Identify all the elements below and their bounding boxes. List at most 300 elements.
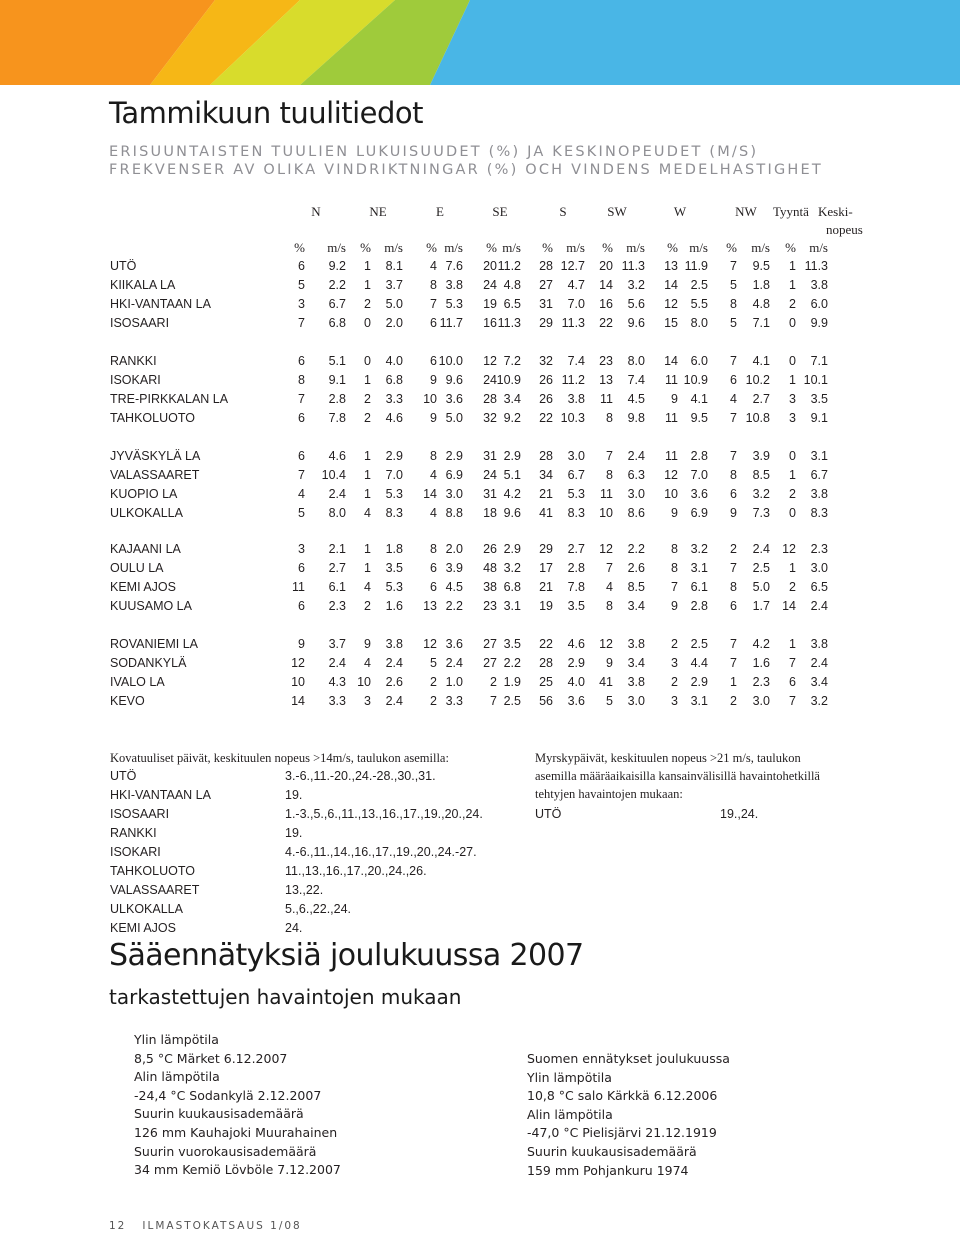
table-cell: 3.6 [445,637,463,651]
table-cell: 3.5 [385,561,403,575]
table-cell: 1.6 [752,656,770,670]
table-cell: 8 [671,561,678,575]
table-cell: 22 [539,411,553,425]
table-cell: 2.9 [690,675,708,689]
unit-ms: m/s [689,240,708,255]
table-cell: 1 [789,259,796,273]
table-cell: 7.3 [752,506,770,520]
table-cell: 20 [599,259,613,273]
table-cell: 7 [789,694,796,708]
table-cell: 6.7 [810,468,828,482]
table-cell: 14 [782,599,796,613]
table-cell: 6 [298,354,305,368]
storm-dates: 11.,13.,16.,17.,20.,24.,26. [285,864,427,878]
table-cell: 6 [730,373,737,387]
table-cell: 2 [730,694,737,708]
table-cell: 48 [483,561,497,575]
table-cell: 2 [789,580,796,594]
table-cell: 0 [789,354,796,368]
table-cell: 10.3 [560,411,585,425]
station-name: ULKOKALLA [110,506,183,520]
table-cell: 7.2 [503,354,521,368]
table-cell: 9.6 [503,506,521,520]
table-cell: 8 [430,449,437,463]
table-cell: 0 [364,316,371,330]
table-cell: 21 [539,580,553,594]
station-name: ROVANIEMI LA [110,637,198,651]
table-cell: 2.9 [445,449,463,463]
station-name: KEMI AJOS [110,580,176,594]
table-cell: 4.8 [752,297,770,311]
table-cell: 2.2 [627,542,645,556]
table-cell: 6 [298,599,305,613]
station-name: RANKKI [110,354,157,368]
storm-dates: 3.-6.,11.-20.,24.-28.,30.,31. [285,769,436,783]
table-cell: 9 [430,373,437,387]
table-cell: 2.2 [503,656,521,670]
table-cell: 0 [789,506,796,520]
table-cell: 2.0 [385,316,403,330]
table-cell: 6.3 [627,468,645,482]
table-cell: 11.7 [439,316,463,330]
record-right-line: Ylin lämpötila [527,1069,612,1085]
table-cell: 4 [298,487,305,501]
table-cell: 7 [298,468,305,482]
table-cell: 7 [789,656,796,670]
table-cell: 3.6 [690,487,708,501]
table-cell: 3.3 [445,694,463,708]
table-cell: 2 [789,297,796,311]
table-cell: 3.0 [627,694,645,708]
direction-header: SE [492,204,508,219]
table-cell: 7 [730,354,737,368]
table-cell: 5.5 [690,297,708,311]
table-cell: 6.8 [328,316,346,330]
table-cell: 9 [298,637,305,651]
table-cell: 14 [664,278,678,292]
station-name: TRE-PIRKKALAN LA [110,392,229,406]
record-left-line: -24,4 °C Sodankylä 2.12.2007 [134,1087,322,1103]
unit-percent: % [426,240,437,255]
table-cell: 20 [483,259,497,273]
table-cell: 6.7 [328,297,346,311]
table-cell: 7 [730,259,737,273]
table-cell: 2 [364,392,371,406]
table-cell: 4.8 [503,278,521,292]
calm-header: Tyyntä [773,204,809,219]
table-cell: 9.6 [445,373,463,387]
table-cell: 7.0 [385,468,403,482]
table-cell: 3.1 [810,449,828,463]
table-cell: 6.5 [503,297,521,311]
table-cell: 24 [483,278,497,292]
table-cell: 2.1 [328,542,346,556]
table-cell: 2.4 [627,449,645,463]
station-name: ISOKARI [110,373,161,387]
table-cell: 2 [430,675,437,689]
table-cell: 6.8 [503,580,521,594]
table-cell: 6.9 [690,506,708,520]
table-cell: 27 [483,637,497,651]
table-cell: 12 [599,637,613,651]
table-cell: 6.9 [445,468,463,482]
table-cell: 4.5 [627,392,645,406]
table-cell: 7.6 [445,259,463,273]
table-cell: 2.5 [503,694,521,708]
storm-dates: 13.,22. [285,883,324,897]
table-cell: 8.8 [445,506,463,520]
table-cell: 2.3 [328,599,346,613]
table-cell: 56 [539,694,553,708]
table-cell: 24 [483,373,497,387]
table-cell: 3.1 [690,694,708,708]
table-cell: 8.6 [627,506,645,520]
unit-percent: % [486,240,497,255]
table-cell: 16 [483,316,497,330]
table-cell: 12 [483,354,497,368]
table-cell: 7 [730,449,737,463]
table-cell: 2 [364,297,371,311]
table-cell: 4 [606,580,613,594]
station-name: SODANKYLÄ [110,656,187,670]
table-cell: 22 [539,637,553,651]
table-cell: 1 [364,468,371,482]
table-cell: 12 [664,468,678,482]
table-cell: 6 [430,354,437,368]
table-cell: 4 [430,259,437,273]
subtitle-swedish: FREKVENSER AV OLIKA VINDRIKTNINGAR (%) OCH VINDENS MEDELHASTIGHET [109,162,823,178]
station-name: KIIKALA LA [110,278,176,292]
table-cell: 1 [364,259,371,273]
unit-ms: m/s [809,240,828,255]
table-cell: 8 [430,278,437,292]
gale-days-heading-2: asemilla määräaikaisilla kansainvälisillä havaintohetkillä [535,769,820,783]
table-cell: 25 [539,675,553,689]
direction-header: E [436,204,444,219]
table-cell: 3.3 [328,694,346,708]
table-cell: 5 [298,278,305,292]
table-cell: 6.5 [810,580,828,594]
table-cell: 29 [539,542,553,556]
table-cell: 2.4 [385,694,403,708]
table-cell: 9.8 [627,411,645,425]
station-name: ISOSAARI [110,316,170,330]
table-cell: 2.3 [810,542,828,556]
table-cell: 3.4 [627,656,645,670]
table-cell: 12 [782,542,796,556]
table-cell: 2.5 [752,561,770,575]
speed-header: Keski- [818,204,853,219]
record-left-line: 126 mm Kauhajoki Muurahainen [134,1125,338,1140]
table-cell: 3.8 [627,675,645,689]
table-cell: 8 [730,297,737,311]
table-cell: 4.5 [445,580,463,594]
unit-percent: % [667,240,678,255]
table-cell: 2.4 [328,487,346,501]
record-right-line: 159 mm Pohjankuru 1974 [527,1162,689,1178]
table-cell: 2.9 [567,656,585,670]
table-cell: 5 [606,694,613,708]
table-cell: 2.5 [690,637,708,651]
table-cell: 9 [606,656,613,670]
table-cell: 4.0 [385,354,403,368]
table-cell: 2.7 [752,392,770,406]
record-right-line: -47,0 °C Pielisjärvi 21.12.1919 [527,1125,717,1141]
table-cell: 7 [606,449,613,463]
table-cell: 4.1 [752,354,770,368]
table-cell: 11 [665,373,678,387]
table-cell: 8.1 [385,259,403,273]
table-cell: 6 [298,259,305,273]
table-cell: 11.3 [497,316,521,330]
storm-station: TAHKOLUOTO [110,864,195,878]
table-cell: 3 [789,392,796,406]
table-cell: 6.8 [385,373,403,387]
table-cell: 32 [483,411,497,425]
table-cell: 5.3 [385,487,403,501]
speed-header-2: nopeus [826,222,863,237]
table-cell: 8.0 [627,354,645,368]
station-name: KEVO [110,694,145,708]
table-cell: 4.1 [690,392,708,406]
table-cell: 8.3 [567,506,585,520]
table-cell: 10.9 [496,373,521,387]
table-cell: 1 [364,373,371,387]
table-cell: 6 [298,449,305,463]
table-cell: 3.8 [385,637,403,651]
table-cell: 7.8 [328,411,346,425]
table-cell: 3.5 [503,637,521,651]
table-cell: 5.0 [385,297,403,311]
table-cell: 2.9 [385,449,403,463]
table-cell: 9 [730,506,737,520]
table-cell: 3 [671,694,678,708]
storm-station: HKI-VANTAAN LA [110,788,211,802]
table-cell: 7.1 [810,354,828,368]
table-cell: 2 [430,694,437,708]
station-name: VALASSAARET [110,468,200,482]
table-cell: 10 [423,392,437,406]
page-footer [109,1220,302,1232]
table-cell: 4.2 [752,637,770,651]
table-cell: 4.7 [567,278,585,292]
table-cell: 6 [789,675,796,689]
table-cell: 11.3 [804,259,828,273]
table-cell: 8 [730,580,737,594]
unit-percent: % [360,240,371,255]
storm-dates: 4.-6.,11.,14.,16.,17.,19.,20.,24.-27. [285,845,477,859]
table-cell: 14 [423,487,437,501]
table-cell: 9.5 [752,259,770,273]
table-cell: 1 [364,449,371,463]
table-cell: 3.4 [503,392,521,406]
direction-header: W [673,204,687,219]
unit-ms: m/s [751,240,770,255]
record-right-line: Suomen ennätykset joulukuussa [527,1051,730,1066]
table-cell: 9 [671,392,678,406]
table-cell: 8.5 [627,580,645,594]
table-cell: 9.1 [810,411,828,425]
table-cell: 3.8 [810,637,828,651]
table-cell: 17 [539,561,553,575]
table-cell: 1 [789,373,796,387]
table-cell: 2 [364,599,371,613]
table-cell: 3 [298,542,305,556]
table-cell: 8 [298,373,305,387]
banner-stripe-blue [430,0,960,85]
table-cell: 11 [292,580,305,594]
table-cell: 2 [730,542,737,556]
table-cell: 13 [423,599,437,613]
station-name: OULU LA [110,561,164,575]
table-cell: 27 [483,656,497,670]
table-cell: 26 [539,392,553,406]
table-cell: 14 [664,354,678,368]
unit-ms: m/s [384,240,403,255]
table-cell: 3.1 [503,599,521,613]
table-cell: 3.8 [810,278,828,292]
table-cell: 10 [291,675,305,689]
table-cell: 3.6 [445,392,463,406]
table-cell: 3.6 [567,694,585,708]
table-cell: 7 [730,637,737,651]
unit-percent: % [602,240,613,255]
table-cell: 2.7 [567,542,585,556]
storm-dates: 19. [285,788,303,802]
table-cell: 18 [483,506,497,520]
table-cell: 4 [364,656,371,670]
table-cell: 1 [364,561,371,575]
table-cell: 9.6 [627,316,645,330]
storm-station: KEMI AJOS [110,921,176,935]
table-cell: 4 [430,468,437,482]
table-cell: 5.0 [445,411,463,425]
table-cell: 2.5 [690,278,708,292]
table-cell: 6 [298,561,305,575]
gale-days-heading-1: Myrskypäivät, keskituulen nopeus >21 m/s, taulukon [535,751,801,765]
table-cell: 9 [671,599,678,613]
station-name: KUOPIO LA [110,487,178,501]
direction-header: NE [369,204,387,219]
unit-percent: % [726,240,737,255]
table-cell: 3.8 [567,392,585,406]
table-cell: 7 [730,561,737,575]
table-cell: 2.4 [445,656,463,670]
table-cell: 3.9 [752,449,770,463]
direction-header: NW [735,204,757,219]
subtitle-finnish: ERISUUNTAISTEN TUULIEN LUKUISUUDET (%) JA KESKINOPEUDET (M/S) [109,144,759,160]
record-right-line: 10,8 °C salo Kärkkä 6.12.2006 [527,1088,718,1104]
table-cell: 8 [606,411,613,425]
table-cell: 1.7 [752,599,770,613]
table-cell: 3.0 [445,487,463,501]
direction-header: N [311,204,321,219]
table-cell: 7 [606,561,613,575]
table-cell: 2.8 [567,561,585,575]
table-cell: 10.8 [745,411,770,425]
table-cell: 2.7 [328,561,346,575]
table-cell: 5.3 [445,297,463,311]
table-cell: 5 [430,656,437,670]
direction-header: S [559,204,567,219]
table-cell: 3.9 [445,561,463,575]
table-cell: 4.6 [328,449,346,463]
table-cell: 34 [539,468,553,482]
page-title: Tammikuun tuulitiedot [109,96,424,130]
table-cell: 10 [357,675,371,689]
record-left-line: Suurin kuukausisademäärä [134,1106,304,1122]
table-cell: 4 [364,506,371,520]
table-cell: 7 [298,316,305,330]
table-cell: 5 [730,316,737,330]
table-cell: 3.0 [810,561,828,575]
table-cell: 7.8 [567,580,585,594]
table-cell: 24 [483,468,497,482]
table-cell: 3.8 [627,637,645,651]
table-cell: 2 [789,487,796,501]
table-cell: 0 [789,316,796,330]
table-cell: 5.1 [328,354,346,368]
table-cell: 3.7 [328,637,346,651]
table-cell: 11 [665,449,678,463]
table-cell: 7.0 [690,468,708,482]
table-cell: 1 [364,542,371,556]
table-cell: 5.1 [503,468,521,482]
table-cell: 2.0 [445,542,463,556]
table-cell: 9.5 [690,411,708,425]
gale-days-dates: 19.,24. [720,807,759,821]
table-cell: 2.8 [690,599,708,613]
table-cell: 3.0 [627,487,645,501]
unit-percent: % [785,240,796,255]
table-cell: 8 [671,542,678,556]
table-cell: 3.2 [810,694,828,708]
table-cell: 2.2 [445,599,463,613]
table-cell: 13 [664,259,678,273]
table-cell: 1 [730,675,737,689]
table-cell: 9.2 [503,411,521,425]
table-cell: 23 [483,599,497,613]
table-cell: 27 [539,278,553,292]
table-cell: 7 [671,580,678,594]
table-cell: 3 [364,694,371,708]
table-cell: 3.7 [385,278,403,292]
table-cell: 3.3 [385,392,403,406]
table-cell: 3.8 [445,278,463,292]
storm-station: UTÖ [110,769,137,783]
table-cell: 1.0 [445,675,463,689]
table-cell: 12 [664,297,678,311]
table-cell: 1.8 [752,278,770,292]
table-cell: 28 [539,449,553,463]
table-cell: 4.0 [567,675,585,689]
table-cell: 2.4 [752,542,770,556]
table-cell: 0 [364,354,371,368]
table-cell: 41 [539,506,553,520]
table-cell: 12 [599,542,613,556]
record-left-line: Suurin vuorokausisademäärä [134,1143,317,1159]
table-cell: 8 [606,599,613,613]
table-cell: 3.2 [752,487,770,501]
table-cell: 38 [483,580,497,594]
table-cell: 8.3 [385,506,403,520]
storm-dates: 1.-3.,5.,6.,11.,13.,16.,17.,19.,20.,24. [285,807,483,821]
table-cell: 3.8 [810,487,828,501]
storm-station: ISOSAARI [110,807,170,821]
table-cell: 9 [430,411,437,425]
table-cell: 19 [483,297,497,311]
unit-percent: % [294,240,305,255]
